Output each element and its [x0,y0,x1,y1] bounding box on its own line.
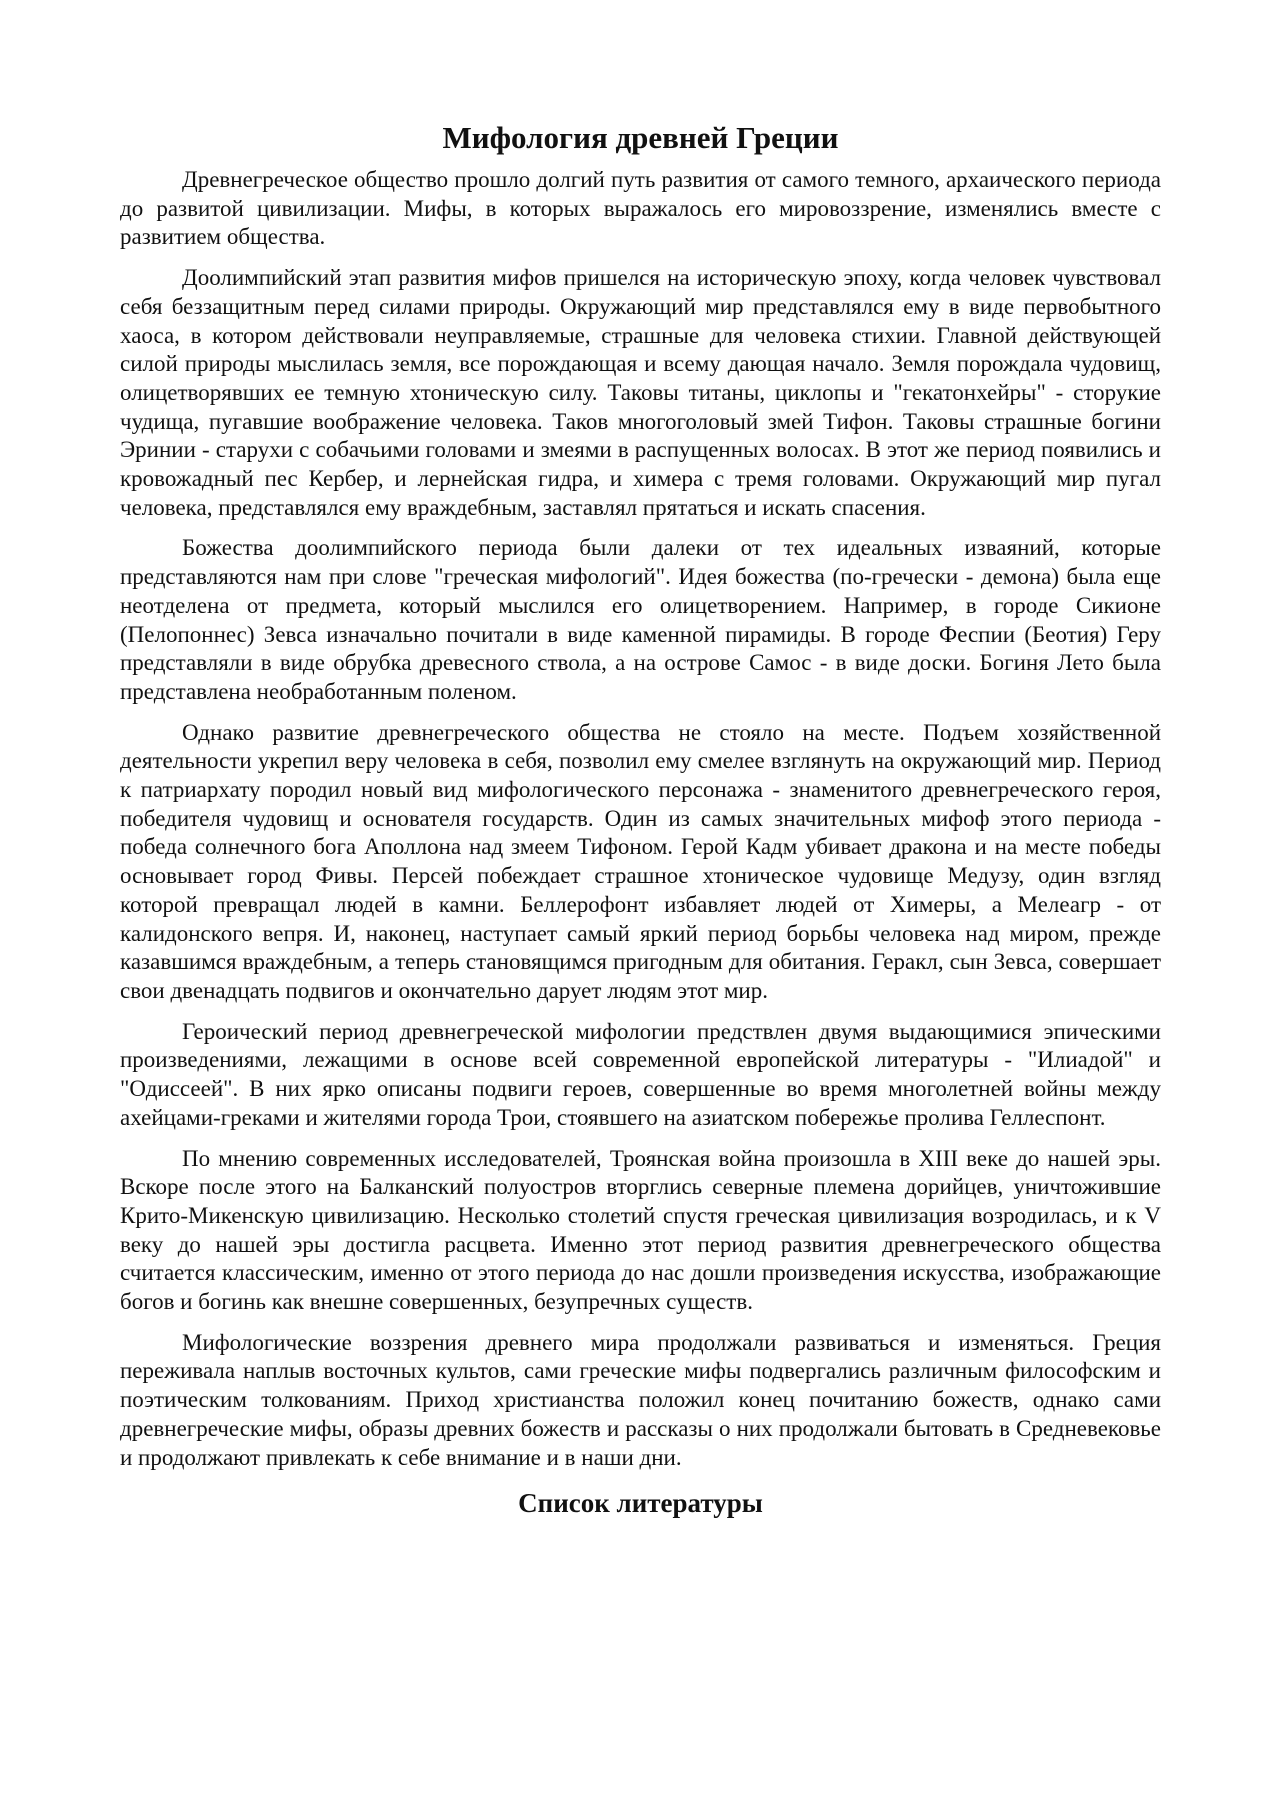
paragraph-4: Однако развитие древнегреческого общества не стояло на месте. Подъем хозяйственной деятельности укрепил веру человека в себя, позволил ему смелее взглянуть на окружающий мир. Период к патриархату породил новый вид мифологического персонажа - знаменитого древнегреческого героя, победителя чудовищ и основателя государств. Один из самых значительных мифоф этого периода - победа солнечного бога Аполлона над змеем Тифоном. Герой Кадм убивает дракона и на месте победы основывает город Фивы. Персей побеждает страшное хтоническое чудовище Медузу, один взгляд которой превращал людей в камни. Беллерофонт избавляет людей от Химеры, а Мелеагр - от калидонского вепря. И, наконец, наступает самый яркий период борьбы человека над миром, прежде казавшимся враждебным, а теперь становящимся пригодным для обитания. Геракл, сын Зевса, совершает свои двенадцать подвигов и окончательно дарует людям этот мир. [120,719,1161,1003]
paragraph-2: Доолимпийский этап развития мифов пришелся на историческую эпоху, когда человек чувствовал себя беззащитным перед силами природы. Окружающий мир представлялся ему в виде первобытного хаоса, в котором действовали неуправляемые, страшные для человека стихии. Главной действующей силой природы мыслилась земля, все порождающая и всему дающая начало. Земля порождала чудовищ, олицетворявших ее темную хтоническую силу. Таковы титаны, циклопы и "гекатонхейры" - сторукие чудища, пугавшие воображение человека. Таков многоголовый змей Тифон. Таковы страшные богини Эринии - старухи с собачьими головами и змеями в распущенных волосах. В этот же период появились и кровожадный пес Кербер, и лернейская гидра, и химера с тремя головами. Окружающий мир пугал человека, представлялся ему враждебным, заставлял прятаться и искать спасения. [120,265,1161,520]
paragraph-5: Героический период древнегреческой мифологии предствлен двумя выдающимися эпическими произведениями, лежащими в основе всей современной европейской литературы - "Илиадой" и "Одиссеей". В них ярко описаны подвиги героев, совершенные во время многолетней войны между ахейцами-греками и жителями города Трои, стоявшего на азиатском побережье пролива Геллеспонт. [120,1018,1161,1130]
paragraph-6: По мнению современных исследователей, Троянская война произошла в XIII веке до нашей эры. Вскоре после этого на Балканский полуостров вторглись северные племена дорийцев, уничтожившие Крито-Микенскую цивилизацию. Несколько столетий спустя греческая цивилизация возродилась, и к V веку до нашей эры достигла расцвета. Именно этот период развития древнегреческого общества считается классическим, именно от этого периода до нас дошли произведения искусства, изображающие богов и богинь как внешне совершенных, безупречных существ. [120,1145,1161,1315]
paragraph-3: Божества доолимпийского периода были далеки от тех идеальных изваяний, которые представляются нам при слове "греческая мифологий". Идея божества (по-гречески - демона) была еще неотделена от предмета, который мыслился его олицетворением. Например, в городе Сикионе (Пелопоннес) Зевса изначально почитали в виде каменной пирамиды. В городе Феспии (Беотия) Геру представляли в виде обрубка древесного ствола, а на острове Самос - в виде доски. Богиня Лето была представлена необработанным поленом. [120,535,1161,704]
paragraph-1: Древнегреческое общество прошло долгий путь развития от самого темного, архаического периода до развитой цивилизации. Мифы, в которых выражалось его мировоззрение, изменялись вместе с развитием общества. [120,167,1161,250]
document-page [120,118,1161,1520]
page-title: Мифология древней Греции [442,120,839,155]
bibliography-heading: Список литературы [518,1488,763,1519]
paragraph-7: Мифологические воззрения древнего мира продолжали развиваться и изменяться. Греция переживала наплыв восточных культов, сами греческие мифы подвергались различным философским и поэтическим толкованиям. Приход христианства положил конец почитанию божеств, однако сами древнегреческие мифы, образы древних божеств и рассказы о них продолжали бытовать в Средневековье и продолжают привлекать к себе внимание и в наши дни. [120,1329,1161,1470]
